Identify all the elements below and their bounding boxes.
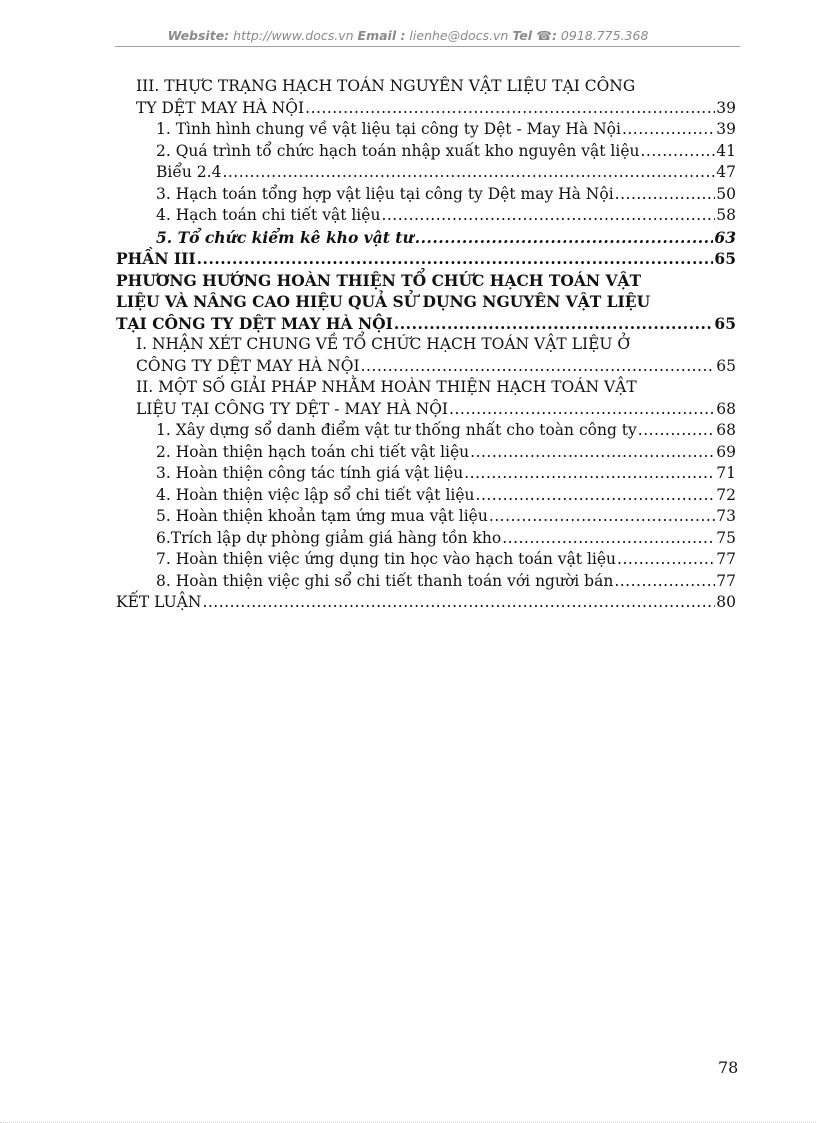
toc-page-number: 69	[716, 442, 736, 461]
leader-dots	[197, 248, 714, 270]
toc-page-number: 68	[716, 399, 736, 418]
toc-entry[interactable]	[116, 141, 736, 163]
toc-page-number: 72	[716, 485, 736, 504]
website-label: Website:	[167, 28, 230, 43]
toc-entry[interactable]	[116, 549, 736, 571]
toc-section-iii-title: III. THỰC TRẠNG HẠCH TOÁN NGUYÊN VẬT LIỆU TẠI CÔNG	[136, 77, 636, 95]
toc-entry[interactable]	[116, 119, 736, 141]
toc-page-number: 65	[714, 313, 736, 333]
email-label: Email :	[357, 28, 406, 43]
leader-dots	[449, 399, 715, 421]
toc-entry[interactable]	[116, 592, 736, 614]
leader-dots	[305, 98, 715, 120]
toc-entry-text: 5. Hoàn thiện khoản tạm ứng mua vật liệu	[156, 507, 488, 525]
toc-entry-text: 3. Hạch toán tổng hợp vật liệu tại công ty Dệt may Hà Nội	[156, 184, 614, 203]
toc-entry-text: 2. Hoàn thiện hạch toán chi tiết vật liệu	[156, 442, 470, 461]
toc-entry[interactable]	[116, 442, 736, 464]
toc-page-number: 73	[716, 507, 736, 525]
toc-entry-text: Biểu 2.4	[156, 163, 222, 181]
toc-entry-text: TẠI CÔNG TY DỆT MAY HÀ NỘI	[116, 313, 393, 333]
toc-entry-text: 4. Hạch toán chi tiết vật liệu	[156, 206, 381, 224]
toc-entry-text: 1. Tình hình chung về vật liệu tại công ty Dệt - May Hà Nội	[156, 120, 621, 138]
toc-page-number: 41	[716, 141, 736, 160]
toc-entry[interactable]	[116, 485, 736, 507]
tel-label: Tel ☎:	[512, 28, 557, 43]
toc-page-number: 75	[716, 528, 736, 547]
toc-entry[interactable]	[116, 248, 736, 270]
leader-dots	[622, 119, 715, 141]
header-divider	[115, 46, 740, 47]
toc-entry-text: 3. Hoàn thiện công tác tính giá vật liệu	[156, 464, 464, 482]
leader-dots	[470, 442, 715, 464]
email-value: lienhe@docs.vn	[405, 28, 513, 43]
toc-page-number: 80	[716, 593, 736, 611]
toc-page-number: 39	[716, 120, 736, 138]
leader-dots	[641, 141, 716, 163]
toc-entry[interactable]	[116, 205, 736, 227]
toc-page-number: 71	[716, 464, 736, 482]
tel-value: 0918.775.368	[556, 28, 649, 43]
toc-entry[interactable]	[116, 506, 736, 528]
toc-entry[interactable]	[116, 420, 736, 442]
toc-entry-text: 8. Hoàn thiện việc ghi sổ chi tiết thanh toán với người bán	[156, 571, 614, 590]
toc-section-i-title: I. NHẬN XÉT CHUNG VỀ TỔ CHỨC HẠCH TOÁN VẬT LIỆU Ở	[136, 335, 631, 353]
leader-dots	[476, 485, 716, 507]
toc-entry-text: 6.Trích lập dự phòng giảm giá hàng tồn kho	[156, 528, 502, 547]
page-header	[0, 28, 816, 43]
website-value: http://www.docs.vn	[229, 28, 358, 43]
leader-dots	[394, 313, 714, 335]
leader-dots	[464, 463, 715, 485]
toc-entry-text: LIỆU TẠI CÔNG TY DỆT - MAY HÀ NỘI	[136, 399, 449, 418]
toc-page-number: 65	[714, 249, 736, 268]
leader-dots	[222, 162, 715, 184]
toc-entry-text: TY DỆT MAY HÀ NỘI	[136, 98, 305, 117]
toc-part-iii-title: PHƯƠNG HƯỚNG HOÀN THIỆN TỔ CHỨC HẠCH TOÁN VẬT	[116, 270, 642, 290]
toc-page-number: 77	[716, 571, 736, 590]
toc-entry[interactable]	[116, 463, 736, 485]
leader-dots	[489, 506, 715, 528]
leader-dots	[415, 227, 714, 249]
toc-page-number: 47	[716, 163, 736, 181]
toc-page-number: 58	[716, 206, 736, 224]
leader-dots	[502, 528, 715, 550]
leader-dots	[361, 356, 716, 378]
toc-page-number: 63	[714, 227, 736, 247]
page-number: 78	[718, 1058, 739, 1077]
leader-dots	[614, 571, 715, 593]
table-of-contents	[116, 76, 736, 614]
toc-entry-text: 7. Hoàn thiện việc ứng dụng tin học vào hạch toán vật liệu	[156, 550, 617, 568]
toc-entry[interactable]	[116, 227, 736, 249]
toc-entry[interactable]	[116, 571, 736, 593]
toc-part-iii-title: LIỆU VÀ NÂNG CAO HIỆU QUẢ SỬ DỤNG NGUYÊN VẬT LIỆU	[116, 292, 651, 311]
toc-entry[interactable]	[116, 162, 736, 184]
toc-entry[interactable]	[116, 313, 736, 335]
toc-entry-text: 2. Quá trình tổ chức hạch toán nhập xuất kho nguyên vật liệu	[156, 141, 640, 160]
leader-dots	[202, 592, 715, 614]
toc-entry-text: CÔNG TY DỆT MAY HÀ NỘI	[136, 356, 360, 375]
toc-entry[interactable]	[116, 98, 736, 120]
toc-entry[interactable]	[116, 356, 736, 378]
toc-page-number: 77	[716, 550, 736, 568]
toc-entry-text: PHẦN III	[116, 249, 196, 268]
toc-entry-text: KẾT LUẬN	[116, 593, 202, 611]
toc-page-number: 50	[716, 184, 736, 203]
leader-dots	[617, 549, 715, 571]
leader-dots	[615, 184, 716, 206]
toc-entry[interactable]	[116, 528, 736, 550]
leader-dots	[381, 205, 715, 227]
toc-page-number: 39	[716, 98, 736, 117]
toc-page-number: 65	[716, 356, 736, 375]
toc-page-number: 68	[716, 421, 736, 439]
toc-entry[interactable]	[116, 184, 736, 206]
toc-entry-text: 5. Tổ chức kiểm kê kho vật tư	[156, 227, 414, 247]
leader-dots	[638, 420, 715, 442]
toc-entry[interactable]	[116, 399, 736, 421]
toc-section-ii-title: II. MỘT SỐ GIẢI PHÁP NHẰM HOÀN THIỆN HẠCH TOÁN VẬT	[136, 378, 637, 396]
toc-entry-text: 1. Xây dựng sổ danh điểm vật tư thống nhất cho toàn công ty	[156, 421, 637, 439]
toc-entry-text: 4. Hoàn thiện việc lập sổ chi tiết vật liệu	[156, 485, 475, 504]
